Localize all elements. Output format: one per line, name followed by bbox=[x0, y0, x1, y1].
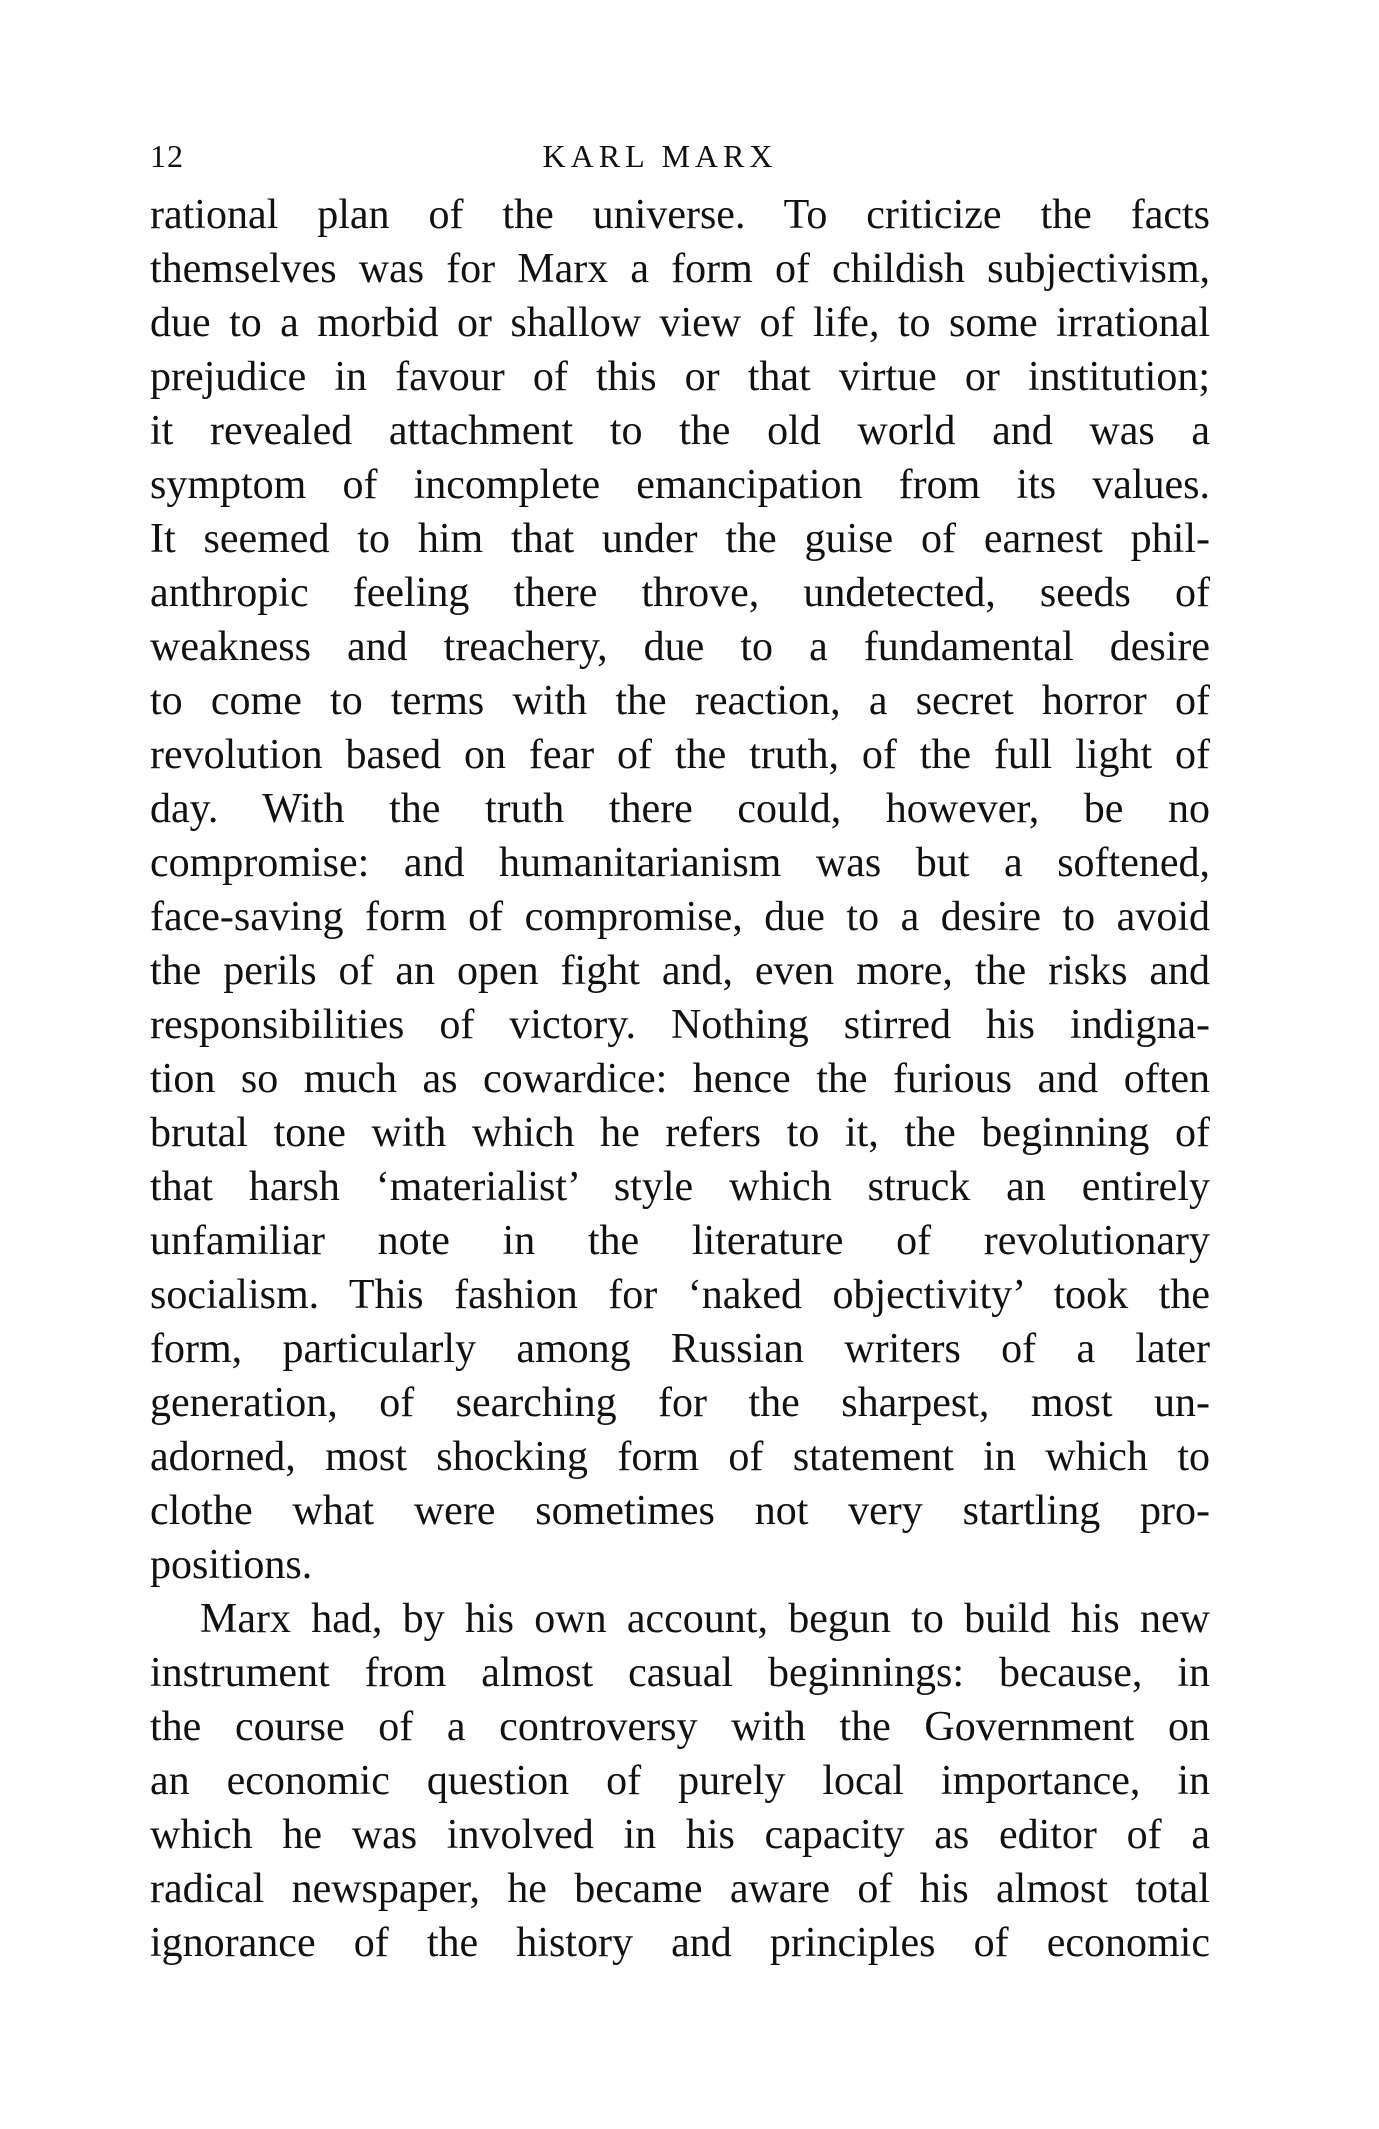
paragraph-1 bbox=[150, 188, 1210, 1592]
text-line: it revealed attachment to the old world and was a bbox=[150, 408, 1210, 454]
text-line: rational plan of the universe. To criticize the facts bbox=[150, 192, 1210, 238]
text-line: day. With the truth there could, however, be no bbox=[150, 786, 1210, 832]
text-line: form, particularly among Russian writers of a later bbox=[150, 1326, 1210, 1372]
text-line: radical newspaper, he became aware of his almost total bbox=[150, 1866, 1210, 1912]
text-line: instrument from almost casual beginnings: because, in bbox=[150, 1650, 1210, 1696]
text-line: weakness and treachery, due to a fundamental desire bbox=[150, 624, 1210, 670]
text-line: positions. bbox=[150, 1542, 313, 1588]
text-line: ignorance of the history and principles of economic bbox=[150, 1920, 1210, 1966]
text-line: an economic question of purely local importance, in bbox=[150, 1758, 1210, 1804]
text-line: themselves was for Marx a form of childish subjectivism, bbox=[150, 246, 1210, 292]
text-line: clothe what were sometimes not very startling pro- bbox=[150, 1488, 1210, 1534]
text-line: the perils of an open fight and, even more, the risks and bbox=[150, 948, 1210, 994]
text-line: face-saving form of compromise, due to a desire to avoid bbox=[150, 894, 1210, 940]
text-line: that harsh ‘materialist’ style which struck an entirely bbox=[150, 1164, 1210, 1210]
body-text bbox=[150, 188, 1210, 1970]
text-line: generation, of searching for the sharpest, most un- bbox=[150, 1380, 1210, 1426]
text-line: Marx had, by his own account, begun to build his new bbox=[200, 1596, 1210, 1642]
text-line: prejudice in favour of this or that virtue or institution; bbox=[150, 354, 1210, 400]
paragraph-2 bbox=[150, 1592, 1210, 1970]
text-line: to come to terms with the reaction, a secret horror of bbox=[150, 678, 1210, 724]
text-line: the course of a controversy with the Government on bbox=[150, 1704, 1210, 1750]
page-number: 12 bbox=[150, 138, 184, 174]
running-title: KARL MARX bbox=[542, 138, 778, 174]
text-line: tion so much as cowardice: hence the furious and often bbox=[150, 1056, 1210, 1102]
text-line: due to a morbid or shallow view of life, to some irrational bbox=[150, 300, 1210, 346]
text-line: adorned, most shocking form of statement in which to bbox=[150, 1434, 1210, 1480]
text-line: which he was involved in his capacity as editor of a bbox=[150, 1812, 1210, 1858]
text-line: unfamiliar note in the literature of revolutionary bbox=[150, 1218, 1210, 1264]
text-line: compromise: and humanitarianism was but a softened, bbox=[150, 840, 1210, 886]
running-head bbox=[150, 136, 1210, 176]
text-line: anthropic feeling there throve, undetected, seeds of bbox=[150, 570, 1210, 616]
text-line: socialism. This fashion for ‘naked objectivity’ took the bbox=[150, 1272, 1210, 1318]
text-line: It seemed to him that under the guise of earnest phil- bbox=[150, 516, 1210, 562]
text-line: brutal tone with which he refers to it, the beginning of bbox=[150, 1110, 1210, 1156]
text-line: symptom of incomplete emancipation from its values. bbox=[150, 462, 1210, 508]
text-line: revolution based on fear of the truth, of the full light of bbox=[150, 732, 1210, 778]
text-line: responsibilities of victory. Nothing stirred his indigna- bbox=[150, 1002, 1210, 1048]
